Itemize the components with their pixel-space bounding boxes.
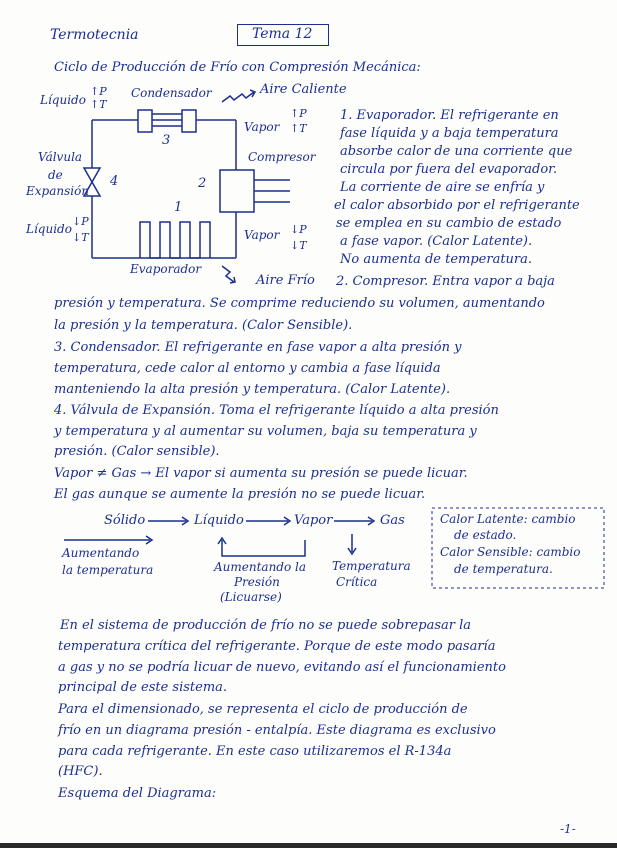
valve-number: 4	[110, 174, 119, 189]
t-down-left: ↓T	[72, 231, 89, 244]
p-down-right: ↓P	[290, 223, 307, 236]
temp-critica-2: Crítica	[336, 575, 378, 589]
text-line: 3. Condensador. El refrigerante en fase vapor a alta presión y	[54, 340, 462, 355]
phase-gas: Gas	[380, 513, 405, 528]
text-line: Para el dimensionado, se representa el ciclo de producción de	[58, 702, 468, 717]
text-line: temperatura crítica del refrigerante. Porque de este modo pasaría	[58, 639, 496, 654]
text-line: frío en un diagrama presión - entalpía. Este diagrama es exclusivo	[58, 723, 496, 738]
subject-title: Termotecnia	[50, 27, 139, 43]
compresor-label: Compresor	[248, 150, 316, 164]
valvula-label-1: Válvula	[38, 150, 83, 164]
text-line: En el sistema de producción de frío no se puede sobrepasar la	[60, 618, 471, 633]
text-line: y temperatura y al aumentar su volumen, baja su temperatura y	[54, 424, 477, 439]
text-line: (HFC).	[58, 764, 103, 779]
text-line: temperatura, cede calor al entorno y cambia a fase líquida	[54, 361, 441, 376]
text-line: El gas aunque se aumente la presión no se puede licuar.	[54, 487, 426, 502]
liquido-top-label: Líquido	[40, 93, 86, 107]
aumentando-pres-3: (Licuarse)	[220, 590, 282, 604]
temp-critica-1: Temperatura	[332, 559, 411, 573]
text-line: a gas y no se podría licuar de nuevo, evitando así el funcionamiento	[58, 660, 506, 675]
p-down-left: ↓P	[72, 215, 89, 228]
p-up-top: ↑P	[90, 85, 107, 98]
condensador-label: Condensador	[131, 86, 212, 100]
aumentando-pres-1: Aumentando la	[214, 560, 307, 574]
aumentando-pres-2: Presión	[234, 575, 280, 589]
t-up-right: ↑T	[290, 122, 307, 135]
note-line: de estado.	[454, 528, 517, 542]
text-line: principal de este sistema.	[58, 680, 228, 695]
text-line: para cada refrigerante. En este caso utilizaremos el R-134a	[58, 744, 452, 759]
t-up-top: ↑T	[90, 98, 107, 111]
phase-vapor: Vapor	[294, 513, 333, 528]
text-line: La corriente de aire se enfría y	[340, 180, 545, 195]
page-title: Ciclo de Producción de Frío con Compresión Mecánica:	[54, 60, 421, 75]
aire-caliente-label: Aire Caliente	[260, 82, 347, 97]
page-bottom-edge	[0, 843, 617, 848]
text-line: Vapor ≠ Gas → El vapor si aumenta su presión se puede licuar.	[54, 466, 468, 481]
evaporator-number: 1	[174, 200, 183, 215]
evaporador-label: Evaporador	[130, 262, 202, 276]
compressor-number: 2	[198, 176, 207, 191]
text-line: absorbe calor de una corriente que	[340, 144, 573, 159]
valvula-label-3: Expansión	[26, 184, 90, 198]
phase-liquido: Líquido	[194, 513, 244, 528]
note-line: Calor Latente: cambio	[440, 512, 576, 526]
condenser-number: 3	[162, 133, 171, 148]
text-line: presión. (Calor sensible).	[54, 444, 220, 459]
liquido-bottom-label: Líquido	[26, 222, 72, 236]
text-line: circula por fuera del evaporador.	[340, 162, 558, 177]
text-line: 4. Válvula de Expansión. Toma el refrigerante líquido a alta presión	[54, 403, 499, 418]
page-number: -1-	[560, 822, 576, 836]
text-line: presión y temperatura. Se comprime reduciendo su volumen, aumentando	[54, 296, 545, 311]
note-line: Calor Sensible: cambio	[440, 545, 581, 559]
t-down-right: ↓T	[290, 239, 307, 252]
phase-solido: Sólido	[104, 513, 146, 528]
text-line: 2. Compresor. Entra vapor a baja	[336, 274, 555, 289]
text-line: No aumenta de temperatura.	[340, 252, 533, 267]
aumentando-temp-2: la temperatura	[62, 563, 154, 577]
note-line: de temperatura.	[454, 562, 553, 576]
p-up-right: ↑P	[290, 107, 307, 120]
valvula-label-2: de	[48, 168, 63, 182]
text-line: se emplea en su cambio de estado	[336, 216, 562, 231]
text-line: fase líquida y a baja temperatura	[340, 126, 559, 141]
aire-frio-label: Aire Frío	[256, 273, 315, 288]
text-line: la presión y la temperatura. (Calor Sensible).	[54, 318, 353, 333]
text-line: a fase vapor. (Calor Latente).	[340, 234, 533, 249]
vapor-bottom-label: Vapor	[244, 228, 280, 242]
text-line: 1. Evaporador. El refrigerante en	[340, 108, 559, 123]
topic-label: Tema 12	[252, 26, 313, 42]
text-line: Esquema del Diagrama:	[58, 786, 217, 801]
vapor-top-label: Vapor	[244, 120, 280, 134]
text-line: manteniendo la alta presión y temperatura. (Calor Latente).	[54, 382, 451, 397]
aumentando-temp-1: Aumentando	[62, 546, 140, 560]
text-line: el calor absorbido por el refrigerante	[334, 198, 580, 213]
